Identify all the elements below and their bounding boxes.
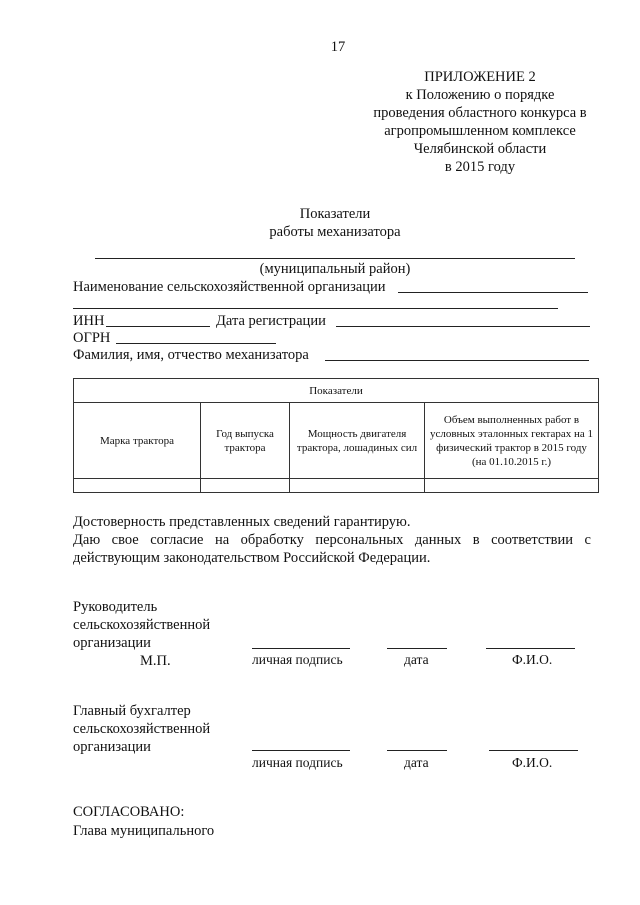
column-header-year: Год выпуска трактора (201, 403, 290, 479)
heading-line-1: Показатели (299, 206, 371, 222)
fio-label: Фамилия, имя, отчество механизатора (73, 347, 309, 363)
ogrn-label: ОГРН (73, 330, 111, 346)
column-header-engine-power: Мощность двигателя трактора, лошадиных сил (290, 403, 425, 479)
appendix-line: к Положению о порядке (405, 87, 555, 103)
reg-date-label: Дата регистрации (216, 313, 326, 329)
table-cell[interactable] (201, 479, 290, 493)
heading-line-2: работы механизатора (269, 224, 401, 240)
accountant-title-line: сельскохозяйственной (73, 721, 211, 737)
accountant-title-block (73, 702, 210, 756)
approval-line: Глава муниципального (73, 823, 215, 839)
head-title-line: организации (73, 635, 151, 651)
consent-statement: Даю свое согласие на обработку персональных данных в соответствии с действующим законодательством Российской Федерации. (73, 532, 591, 566)
district-caption: (муниципальный район) (259, 261, 411, 277)
org-name-label: Наименование сельскохозяйственной организации (73, 279, 386, 295)
appendix-line: Челябинской области (413, 141, 547, 157)
appendix-line: агропромышленном комплексе (384, 123, 576, 139)
accountant-title-line: Главный бухгалтер (73, 703, 191, 719)
org-name-field-line[interactable] (398, 292, 588, 293)
district-field-line[interactable] (95, 258, 575, 259)
ogrn-field-line[interactable] (116, 343, 276, 344)
guarantee-statement: Достоверность представленных сведений гарантирую. (73, 514, 411, 530)
document-heading (200, 205, 470, 241)
head-title-line: сельскохозяйственной (73, 617, 211, 633)
head-signature-line[interactable] (252, 648, 350, 649)
appendix-line: в 2015 году (444, 159, 516, 175)
stamp-label: М.П. (140, 653, 171, 669)
appendix-block (360, 68, 600, 176)
column-header-work-volume: Объем выполненных работ в условных эталонных гектарах на 1 физический трактор в 2015 году (на 01.10.2015 г.) (425, 403, 599, 479)
head-title-block (73, 598, 210, 652)
accountant-title-line: организации (73, 739, 151, 755)
head-name-label: Ф.И.О. (512, 652, 553, 667)
appendix-line: проведения областного конкурса в (373, 105, 587, 121)
inn-field-line[interactable] (106, 326, 210, 327)
appendix-title: ПРИЛОЖЕНИЕ 2 (424, 69, 536, 85)
accountant-date-line[interactable] (387, 750, 447, 751)
head-name-line[interactable] (486, 648, 575, 649)
accountant-name-label: Ф.И.О. (512, 755, 553, 770)
table-cell[interactable] (425, 479, 599, 493)
page-number: 17 (330, 39, 346, 55)
table-cell[interactable] (74, 479, 201, 493)
indicators-table (73, 378, 599, 493)
head-title-line: Руководитель (73, 599, 158, 615)
org-name-field-line-2[interactable] (73, 308, 558, 309)
reg-date-field-line[interactable] (336, 326, 590, 327)
table-cell[interactable] (290, 479, 425, 493)
column-header-tractor-brand: Марка трактора (74, 403, 201, 479)
head-date-line[interactable] (387, 648, 447, 649)
accountant-signature-label: личная подпись (252, 755, 343, 770)
fio-field-line[interactable] (325, 360, 589, 361)
inn-label: ИНН (73, 313, 105, 329)
accountant-date-label: дата (404, 755, 429, 770)
head-date-label: дата (404, 652, 429, 667)
approval-title: СОГЛАСОВАНО: (73, 804, 185, 820)
accountant-name-line[interactable] (489, 750, 578, 751)
accountant-signature-line[interactable] (252, 750, 350, 751)
head-signature-label: личная подпись (252, 652, 343, 667)
table-group-header: Показатели (74, 379, 599, 403)
